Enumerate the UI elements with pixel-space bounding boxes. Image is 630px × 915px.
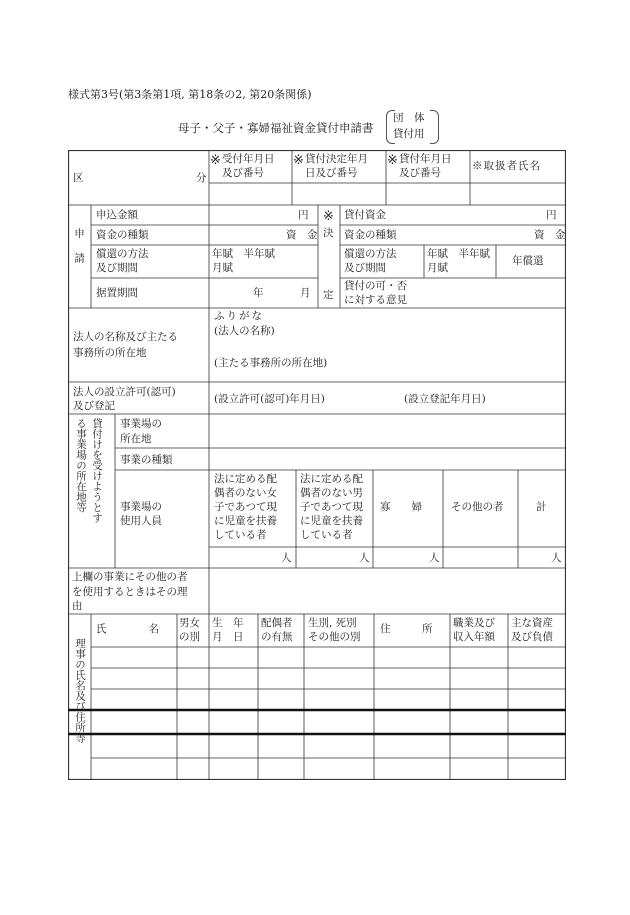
business-side-label-b: る事業場の所在地等 <box>75 418 87 513</box>
header-line: に児童を扶養 <box>214 515 277 527</box>
fund-suffix: 資 金 <box>534 229 566 241</box>
application-form-table <box>68 150 566 780</box>
widow-column-header: 寡 婦 <box>380 501 422 513</box>
corp-name-field-label: (法人の名称) <box>214 325 275 337</box>
loan-date-label: 貸付年月日 <box>399 153 452 165</box>
registration-date-label: (設立登記年月日) <box>404 393 486 405</box>
gender-header-2: の別 <box>179 631 200 643</box>
application-side-label: 申請 <box>73 228 85 277</box>
registration-label: 及び登記 <box>73 400 115 412</box>
corp-address-label: 事務所の所在地 <box>73 347 147 359</box>
note-mark: ※ <box>387 153 398 168</box>
decision-side-label-2: 定 <box>323 289 334 301</box>
year-unit: 年 <box>253 287 264 299</box>
separation-header-1: 生別, 死別 <box>308 617 357 629</box>
establishment-permit-label: 法人の設立許可(認可) <box>73 386 176 398</box>
years-repayment-label: 年償還 <box>512 255 544 267</box>
annual-semiannual-option: 年賦 半年賦 <box>427 248 490 260</box>
spouse-header-1: 配偶者 <box>261 617 293 629</box>
occupation-header-2: 収入年額 <box>453 631 495 643</box>
gender-header-1: 男女 <box>179 617 200 629</box>
others-column-header: その他の者 <box>451 501 504 513</box>
header-line: 法に定める配 <box>214 473 277 485</box>
paren-text-loan: 貸付用 <box>393 128 425 140</box>
decision-repayment-period-label: 及び期間 <box>344 262 386 274</box>
form-title: 母子・父子・寡婦福祉資金貸付申請書 <box>178 121 374 135</box>
paren-right <box>430 110 439 144</box>
persons-unit: 人 <box>359 552 370 564</box>
header-line: 偶者のない男 <box>300 487 363 499</box>
decision-fund-type-label: 資金の種類 <box>344 229 397 241</box>
decision-repayment-method-label: 償還の方法 <box>344 248 397 260</box>
note-mark: ※ <box>210 153 221 168</box>
director-name-header: 氏 名 <box>96 623 159 635</box>
decision-date-label: 貸付決定年月 <box>305 153 368 165</box>
month-unit: 月 <box>300 287 311 299</box>
directors-side-label: 理事の氏名及び住所等 <box>74 638 86 743</box>
business-side-label-a: 貸付けを受けようとす <box>91 418 103 523</box>
deferment-period-label: 据置期間 <box>96 287 138 299</box>
loan-fund-label: 貸付資金 <box>344 209 386 221</box>
repayment-period-label: 及び期間 <box>96 262 138 274</box>
decision-number-label: 日及び番号 <box>305 167 358 179</box>
receipt-date-label: 受付年月日 <box>222 153 275 165</box>
reason-label-line3: 由 <box>72 600 83 612</box>
header-line: に児童を扶養 <box>300 515 363 527</box>
form-number: 様式第3号(第3条第1項, 第18条の2, 第20条関係) <box>68 88 312 101</box>
note-mark: ※ <box>293 153 304 168</box>
permit-date-label: (設立許可(認可)年月日) <box>214 393 325 405</box>
single-father-column-header <box>300 472 363 542</box>
receipt-number-label: 及び番号 <box>222 167 264 179</box>
header-line: 法に定める配 <box>300 473 363 485</box>
yen-unit: 円 <box>546 209 557 221</box>
fund-suffix: 資 金 <box>286 229 318 241</box>
header-line: している者 <box>214 529 267 541</box>
office-address-field-label: (主たる事務所の所在地) <box>214 357 328 369</box>
note-mark: ※ <box>323 209 334 224</box>
decision-side-label-1: 決 <box>323 227 334 239</box>
header-line: 偶者のない女 <box>214 487 277 499</box>
staff-count-label: 使用人員 <box>120 515 162 527</box>
persons-unit: 人 <box>551 552 562 564</box>
annual-semiannual-option: 年賦 半年賦 <box>212 248 275 260</box>
corp-name-label: 法人の名称及び主たる <box>73 331 178 343</box>
business-type-label: 事業の種類 <box>120 454 173 466</box>
persons-unit: 人 <box>429 552 440 564</box>
workplace-label: 事業場の <box>120 418 162 430</box>
opinion-label: に対する意見 <box>344 294 407 306</box>
furigana-label: ふりがな <box>214 310 264 322</box>
workplace-location-label: 所在地 <box>120 433 152 445</box>
yen-unit: 円 <box>298 209 309 221</box>
separation-header-2: その他の別 <box>308 631 361 643</box>
spouse-header-2: の有無 <box>261 631 293 643</box>
header-line: している者 <box>300 529 353 541</box>
reason-label-line2: を使用するときはその理 <box>72 586 188 598</box>
fund-type-label: 資金の種類 <box>96 229 149 241</box>
approval-label: 貸付の可・否 <box>344 280 407 292</box>
assets-header-2: 及び負債 <box>511 631 553 643</box>
birthdate-header-1: 生 年 <box>212 617 244 629</box>
monthly-option: 月賦 <box>427 262 448 274</box>
assets-header-1: 主な資産 <box>511 617 553 629</box>
handler-name-label: ※取扱者氏名 <box>472 160 541 172</box>
repayment-method-label: 償還の方法 <box>96 248 149 260</box>
header-line: 子であつて現 <box>214 501 277 513</box>
bun-label: 分 <box>196 172 207 184</box>
reason-label-line1: 上欄の事業にその他の者 <box>72 571 188 583</box>
kubun-label: 区 <box>73 172 84 184</box>
workplace-label-2: 事業場の <box>120 501 162 513</box>
persons-unit: 人 <box>281 552 292 564</box>
birthdate-header-2: 月 日 <box>212 631 244 643</box>
total-column-header: 計 <box>536 501 547 513</box>
address-header: 住 所 <box>380 623 433 635</box>
occupation-header-1: 職業及び <box>453 617 495 629</box>
header-line: 子であつて現 <box>300 501 363 513</box>
applied-amount-label: 申込金額 <box>96 209 138 221</box>
loan-number-label: 及び番号 <box>399 167 441 179</box>
paren-text-group: 団 体 <box>393 112 425 124</box>
single-mother-column-header <box>214 472 277 542</box>
monthly-option: 月賦 <box>212 262 233 274</box>
